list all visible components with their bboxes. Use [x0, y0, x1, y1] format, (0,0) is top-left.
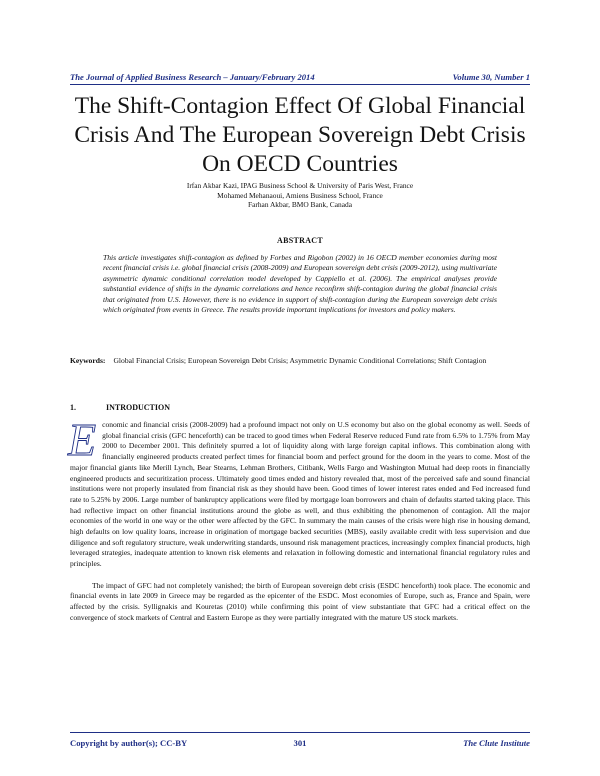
footer-rule [70, 732, 530, 733]
keywords-text: Global Financial Crisis; European Sovereign Debt Crisis; Asymmetric Dynamic Conditional Correlations; Shift Contagion [113, 356, 487, 365]
section-title: INTRODUCTION [106, 403, 171, 412]
author-line: Irfan Akbar Kazi, IPAG Business School & University of Paris West, France [186, 181, 414, 190]
body-text [68, 414, 530, 623]
abstract-text: This article investigates shift-contagion as defined by Forbes and Rigobon (2002) in 16 OECD member economies during most recent financial crisis i.e. global financial crisis (2008-2009) and European sovereign debt crisis (2009-2012), using multivariate asymmetric dynamic conditional correlation model developed by Cappiello et al. (2006). The empirical analyses provide substantial evidence of shifts in the dynamic correlations and hence reconfirm shift-contagion during the global financial crisis that originated from U.S. However, there is no evidence in support of shift-contagion during the European sovereign debt crisis which originated from events in Greece. The results provide important implications for investors and policy makers. [103, 253, 497, 315]
keywords [70, 356, 530, 366]
author-line: Mohamed Mehanaoui, Amiens Business School, France [217, 190, 383, 200]
page-footer [70, 738, 530, 750]
author-list [70, 181, 530, 210]
section-heading [70, 403, 530, 412]
paragraph-text: conomic and financial crisis (2008-2009) had a profound impact not only on U.S economy but also on the global economy as well. Seeds of global financial crisis (GFC henceforth) can be traced to good times when Federal Reserve reduced Fund rate from 6.5% to 1.75% from May 2000 to December 2001. This definitely spurred a lot of liquidity along with large foreign capital inflows. This combination along with financially engineered products created perfect times for financial boom and perfect ground for the doom in the years to come. Most of the major financial giants like Merill Lynch, Bear Stearns, Lehman Brothers, Citibank, Wells Fargo and Washington Mutual had deep roots in financially engineered products and securitization process. Ultimately good times ended and history revealed that, most of the perceived safe and sound financial institutions were not properly insulated from financial risk as they should have been. Good times of lower interest rates ended and Fed increased fund rate to 5.25% by 2006. Large number of bankruptcy applications were filed by mortgage loan borrowers and chain of defaults started taking place. This had reflective impact on other financial institutions around the globe as well, and thus exhibiting the phenomenon of contagion. All the major economies of the world in one way or the other were affected by the GFC. In summary the main causes of the crisis were high rise in housing demand, high defaults on low quality loans, increase in origination of mortgage backed securities (MBS), easily available credit with less supervision and due diligence and soft regulatory structure, weak underwriting standards, unsound risk management practices, increasingly complex financial products, high leveraged strategies, inadequate attention to known risk elements and relaxation in following domestic and international financial regulatory rules and principles. [70, 420, 530, 569]
journal-name: The Journal of Applied Business Research – January/February 2014 [70, 72, 315, 82]
author-line: Farhan Akbar, BMO Bank, Canada [248, 200, 352, 210]
keywords-label: Keywords: [70, 356, 106, 365]
abstract-heading: ABSTRACT [277, 236, 323, 245]
paragraph: The impact of GFC had not completely vanished; the birth of European sovereign debt crisis (ESDC henceforth) took place. The economic and financial events in late 2009 in Greece may be regarded as the epicenter of the ESDC. Most economies of Europe, such as, France and Spain, were affected by the crisis. Syllignakis and Kouretas (2010) while confirming this point of view substantiate that GFC had a critical effect on the convergence of stock markets of Central and Eastern Europe as they were partially integrated with the mature US stock markets. [70, 580, 530, 622]
header-rule [70, 84, 530, 85]
publisher-name: The Clute Institute [463, 738, 530, 748]
page-number: 301 [293, 738, 307, 748]
paper-title: The Shift-Contagion Effect Of Global Financial Crisis And The European Sovereign Debt Crisis On OECD Countries [74, 93, 526, 177]
paragraph [68, 414, 530, 570]
drop-cap: E [68, 414, 97, 465]
volume-number: Volume 30, Number 1 [452, 72, 530, 82]
copyright-notice: Copyright by author(s); CC-BY [70, 738, 188, 748]
section-number: 1. [70, 403, 76, 412]
